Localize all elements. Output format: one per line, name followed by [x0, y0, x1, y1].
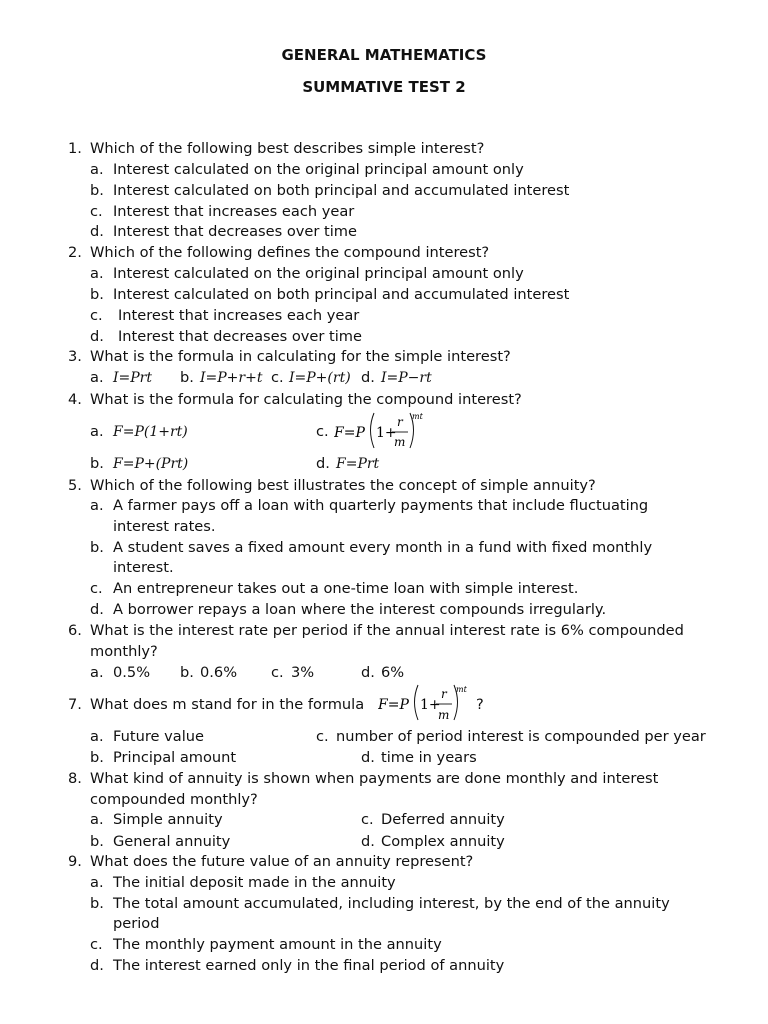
q5-option-d: d. A borrower repays a loan where the interest compounds irregularly.: [90, 601, 607, 618]
q8-option-b: b. General annuity: [90, 833, 231, 850]
q2-option-d: d. Interest that decreases over time: [90, 328, 362, 345]
question-6-continued: monthly?: [90, 643, 158, 660]
q5-option-a: a. A farmer pays off a loan with quarterly payments that include fluctuating: [90, 497, 649, 514]
q9-option-a: a. The initial deposit made in the annuity: [90, 874, 396, 891]
document-subtitle: SUMMATIVE TEST 2: [302, 78, 466, 96]
svg-text:m: m: [394, 435, 406, 449]
q4-option-b: b. F=P+(Prt): [90, 455, 189, 472]
q7-option-a: a. Future value: [90, 728, 204, 745]
q5-option-a-continued: interest rates.: [113, 518, 216, 535]
q3-option-a: a. I=Prt: [90, 369, 152, 386]
question-text: What is the interest rate per period if the annual interest rate is 6% compounded: [90, 622, 684, 639]
q8-option-a: a. Simple annuity: [90, 811, 223, 828]
question-number: 7.: [68, 696, 82, 713]
question-number: 2.: [68, 244, 82, 261]
q3-option-d: d. I=P−rt: [361, 369, 432, 386]
q8-option-c: c. Deferred annuity: [361, 811, 505, 828]
q4-option-c: c.: [316, 423, 329, 440]
q7-option-b: b. Principal amount: [90, 749, 237, 766]
question-text: Which of the following best illustrates the concept of simple annuity?: [90, 477, 596, 494]
q1-option-a: a. Interest calculated on the original principal amount only: [90, 161, 524, 178]
question-number: 5.: [68, 477, 82, 494]
q6-option-c: c. 3%: [271, 664, 315, 681]
svg-text:mt: mt: [412, 412, 423, 421]
q5-option-c: c. An entrepreneur takes out a one-time loan with simple interest.: [90, 580, 579, 597]
svg-text:1+: 1+: [376, 425, 397, 441]
q5-option-b-continued: interest.: [113, 559, 174, 576]
q9-option-c: c. The monthly payment amount in the annuity: [90, 936, 442, 953]
question-3: [68, 348, 511, 365]
q1-option-c: c. Interest that increases each year: [90, 203, 355, 220]
formula: F=P(1+rt): [113, 424, 188, 440]
q6-option-b: b. 0.6%: [180, 664, 238, 681]
q9-option-b-continued: period: [113, 915, 160, 932]
question-4: [68, 391, 522, 408]
question-text: What is the formula in calculating for the simple interest?: [90, 348, 511, 365]
question-6: [68, 622, 684, 639]
question-7: [68, 696, 364, 713]
q6-option-d: d. 6%: [361, 664, 405, 681]
svg-text:r: r: [397, 415, 403, 429]
question-number: 6.: [68, 622, 82, 639]
svg-text:F=P: F=P: [334, 425, 365, 441]
question-7-tail: ?: [476, 696, 484, 713]
q3-option-c: c. I=P+(rt): [271, 369, 351, 386]
q7-compound-formula: [378, 682, 474, 726]
formula: F=P+(Prt): [113, 456, 189, 472]
q1-option-b: b. Interest calculated on both principal and accumulated interest: [90, 182, 570, 199]
question-1: [68, 140, 484, 157]
formula: I=P+r+t: [200, 370, 263, 386]
formula: I=P−rt: [381, 370, 432, 386]
question-number: 1.: [68, 140, 82, 157]
question-text: Which of the following best describes simple interest?: [90, 140, 485, 157]
q7-option-d: d. time in years: [361, 749, 477, 766]
question-text: Which of the following defines the compound interest?: [90, 244, 490, 261]
question-2: [68, 244, 489, 261]
question-9: [68, 853, 473, 870]
formula: I=Prt: [113, 370, 152, 386]
svg-text:mt: mt: [456, 685, 467, 694]
q3-option-b: b. I=P+r+t: [180, 369, 263, 386]
formula: I=P+(rt): [289, 370, 351, 386]
question-number: 8.: [68, 770, 82, 787]
question-text: What does the future value of an annuity represent?: [90, 853, 474, 870]
q4-option-a: a. F=P(1+rt): [90, 423, 188, 440]
q2-option-b: b. Interest calculated on both principal and accumulated interest: [90, 286, 570, 303]
document-title: GENERAL MATHEMATICS: [281, 46, 487, 64]
svg-text:m: m: [438, 708, 450, 722]
question-8-continued: compounded monthly?: [90, 791, 258, 808]
question-text: What kind of annuity is shown when payments are done monthly and interest: [90, 770, 659, 787]
q1-option-d: d. Interest that decreases over time: [90, 223, 357, 240]
q7-option-c: c. number of period interest is compounded per year: [316, 728, 706, 745]
question-5: [68, 477, 596, 494]
question-number: 4.: [68, 391, 82, 408]
svg-text:1+: 1+: [420, 697, 441, 713]
q9-option-b: b. The total amount accumulated, including interest, by the end of the annuity: [90, 895, 670, 912]
question-8: [68, 770, 658, 787]
question-text: What is the formula for calculating the compound interest?: [90, 391, 522, 408]
svg-text:F=P: F=P: [378, 697, 409, 713]
question-number: 9.: [68, 853, 82, 870]
q4-compound-formula: [334, 408, 430, 452]
question-number: 3.: [68, 348, 82, 365]
q4-option-d: d. F=Prt: [316, 455, 380, 472]
q2-option-a: a. Interest calculated on the original principal amount only: [90, 265, 524, 282]
svg-text:r: r: [441, 687, 447, 701]
q8-option-d: d. Complex annuity: [361, 833, 505, 850]
q9-option-d: d. The interest earned only in the final period of annuity: [90, 957, 505, 974]
q2-option-c: c. Interest that increases each year: [90, 307, 360, 324]
formula: F=Prt: [336, 456, 380, 472]
question-text: What does m stand for in the formula: [90, 696, 365, 713]
q5-option-b: b. A student saves a fixed amount every month in a fund with fixed monthly: [90, 539, 653, 556]
q6-option-a: a. 0.5%: [90, 664, 151, 681]
